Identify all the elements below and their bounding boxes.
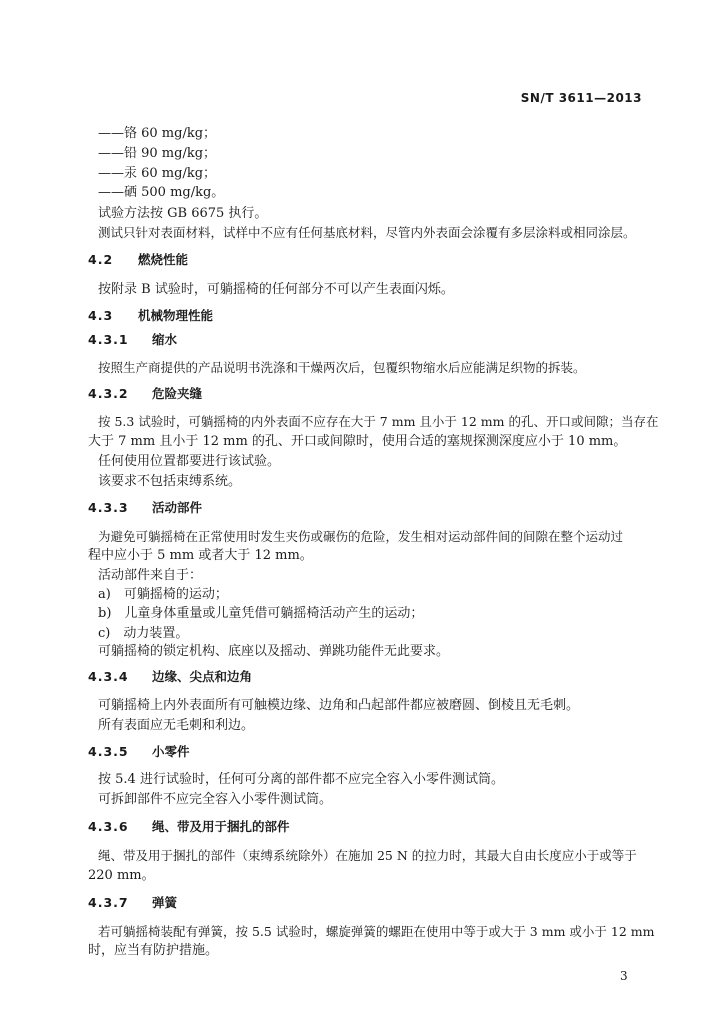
paragraph: 按照生产商提供的产品说明书洗涤和干燥两次后，包覆织物缩水后应能满足织物的拆装。: [98, 360, 586, 375]
section-heading: [88, 893, 177, 913]
paragraph: 为避免可躺摇椅在正常使用时发生夹伤或碾伤的危险，发生相对运动部件间的间隙在整个运动过: [98, 529, 624, 544]
paragraph: 若可躺摇椅装配有弹簧，按 5.5 试验时，螺旋弹簧的螺距在使用中等于或大于 3 mm 或小于 12 mm: [98, 924, 655, 939]
paragraph: 该要求不包括束缚系统。: [98, 474, 242, 489]
paragraph-cont: 220 mm。: [88, 868, 155, 883]
section-title: 绳、带及用于捆扎的部件: [152, 819, 290, 834]
section-heading: [88, 306, 213, 326]
page-number: 3: [620, 969, 628, 983]
list-item: c) 动力装置。: [98, 626, 189, 641]
section-heading: [88, 817, 290, 837]
section-title: 边缘、尖点和边角: [152, 669, 253, 684]
paragraph: 任何使用位置都要进行该试验。: [98, 454, 281, 469]
paragraph-cont: 大于 7 mm 且小于 12 mm 的孔、开口或间隙时，使用合适的塞规探测深度应小于 10 mm。: [88, 434, 627, 449]
section-title: 弹簧: [152, 895, 178, 910]
paragraph: 可躺摇椅上内外表面所有可触模边缘、边角和凸起部件都应被磨圆、倒棱且无毛刺。: [98, 698, 580, 713]
list-item: b) 儿童身体重量或儿童凭借可躺摇椅活动产生的运动；: [98, 606, 424, 621]
section-heading: [88, 250, 188, 270]
section-number: 4.3.6: [88, 819, 129, 834]
paragraph: 可拆卸部件不应完全容入小零件测试筒。: [98, 792, 333, 807]
section-title: 缩水: [152, 332, 178, 347]
surface-note: 测试只针对表面材料，试样中不应有任何基底材料，尽管内外表面会涂覆有多层涂料或相同涂层。: [98, 225, 636, 240]
paragraph-cont: 时，应当有防护措施。: [88, 943, 219, 958]
paragraph: 按 5.4 进行试验时，任何可分离的部件都不应完全容入小零件测试筒。: [98, 772, 504, 787]
limit-item: ——硒 500 mg/kg。: [98, 185, 225, 200]
paragraph: 按 5.3 试验时，可躺摇椅的内外表面不应存在大于 7 mm 且小于 12 mm 的孔、开口或间隙；当存在: [98, 414, 659, 429]
paragraph: 所有表面应无毛刺和利边。: [98, 718, 255, 733]
section-title: 燃烧性能: [138, 252, 189, 267]
section-number: 4.3.1: [88, 332, 129, 347]
section-title: 危险夹缝: [152, 386, 203, 401]
section-number: 4.3.2: [88, 386, 129, 401]
section-heading: [88, 330, 177, 350]
section-number: 4.3: [88, 308, 114, 323]
section-heading: [88, 742, 190, 762]
section-heading: [88, 384, 202, 404]
section-number: 4.3.4: [88, 669, 129, 684]
limit-item: ——汞 60 mg/kg；: [98, 166, 217, 181]
paragraph: 可躺摇椅的锁定机构、底座以及摇动、弹跳功能件无此要求。: [98, 644, 450, 659]
paragraph: 活动部件来自于：: [98, 568, 203, 583]
limit-item: ——铬 60 mg/kg；: [98, 126, 217, 141]
section-heading: [88, 498, 202, 518]
list-item: a) 可躺摇椅的运动；: [98, 587, 228, 602]
test-method: 试验方法按 GB 6675 执行。: [98, 206, 268, 221]
standard-code: SN/T 3611—2013: [520, 91, 642, 105]
section-title: 小零件: [152, 744, 190, 759]
section-number: 4.3.5: [88, 744, 129, 759]
paragraph-cont: 程中应小于 5 mm 或者大于 12 mm。: [88, 548, 313, 563]
section-number: 4.2: [88, 252, 114, 267]
section-number: 4.3.7: [88, 895, 129, 910]
section-heading: [88, 667, 252, 687]
paragraph: 按附录 B 试验时，可躺摇椅的任何部分不可以产生表面闪烁。: [98, 282, 454, 297]
paragraph: 绳、带及用于捆扎的部件（束缚系统除外）在施加 25 N 的拉力时，其最大自由长度应小于或等于: [98, 848, 637, 863]
section-title: 机械物理性能: [138, 308, 214, 323]
section-title: 活动部件: [152, 500, 203, 515]
section-number: 4.3.3: [88, 500, 129, 515]
limit-item: ——铅 90 mg/kg；: [98, 146, 217, 161]
